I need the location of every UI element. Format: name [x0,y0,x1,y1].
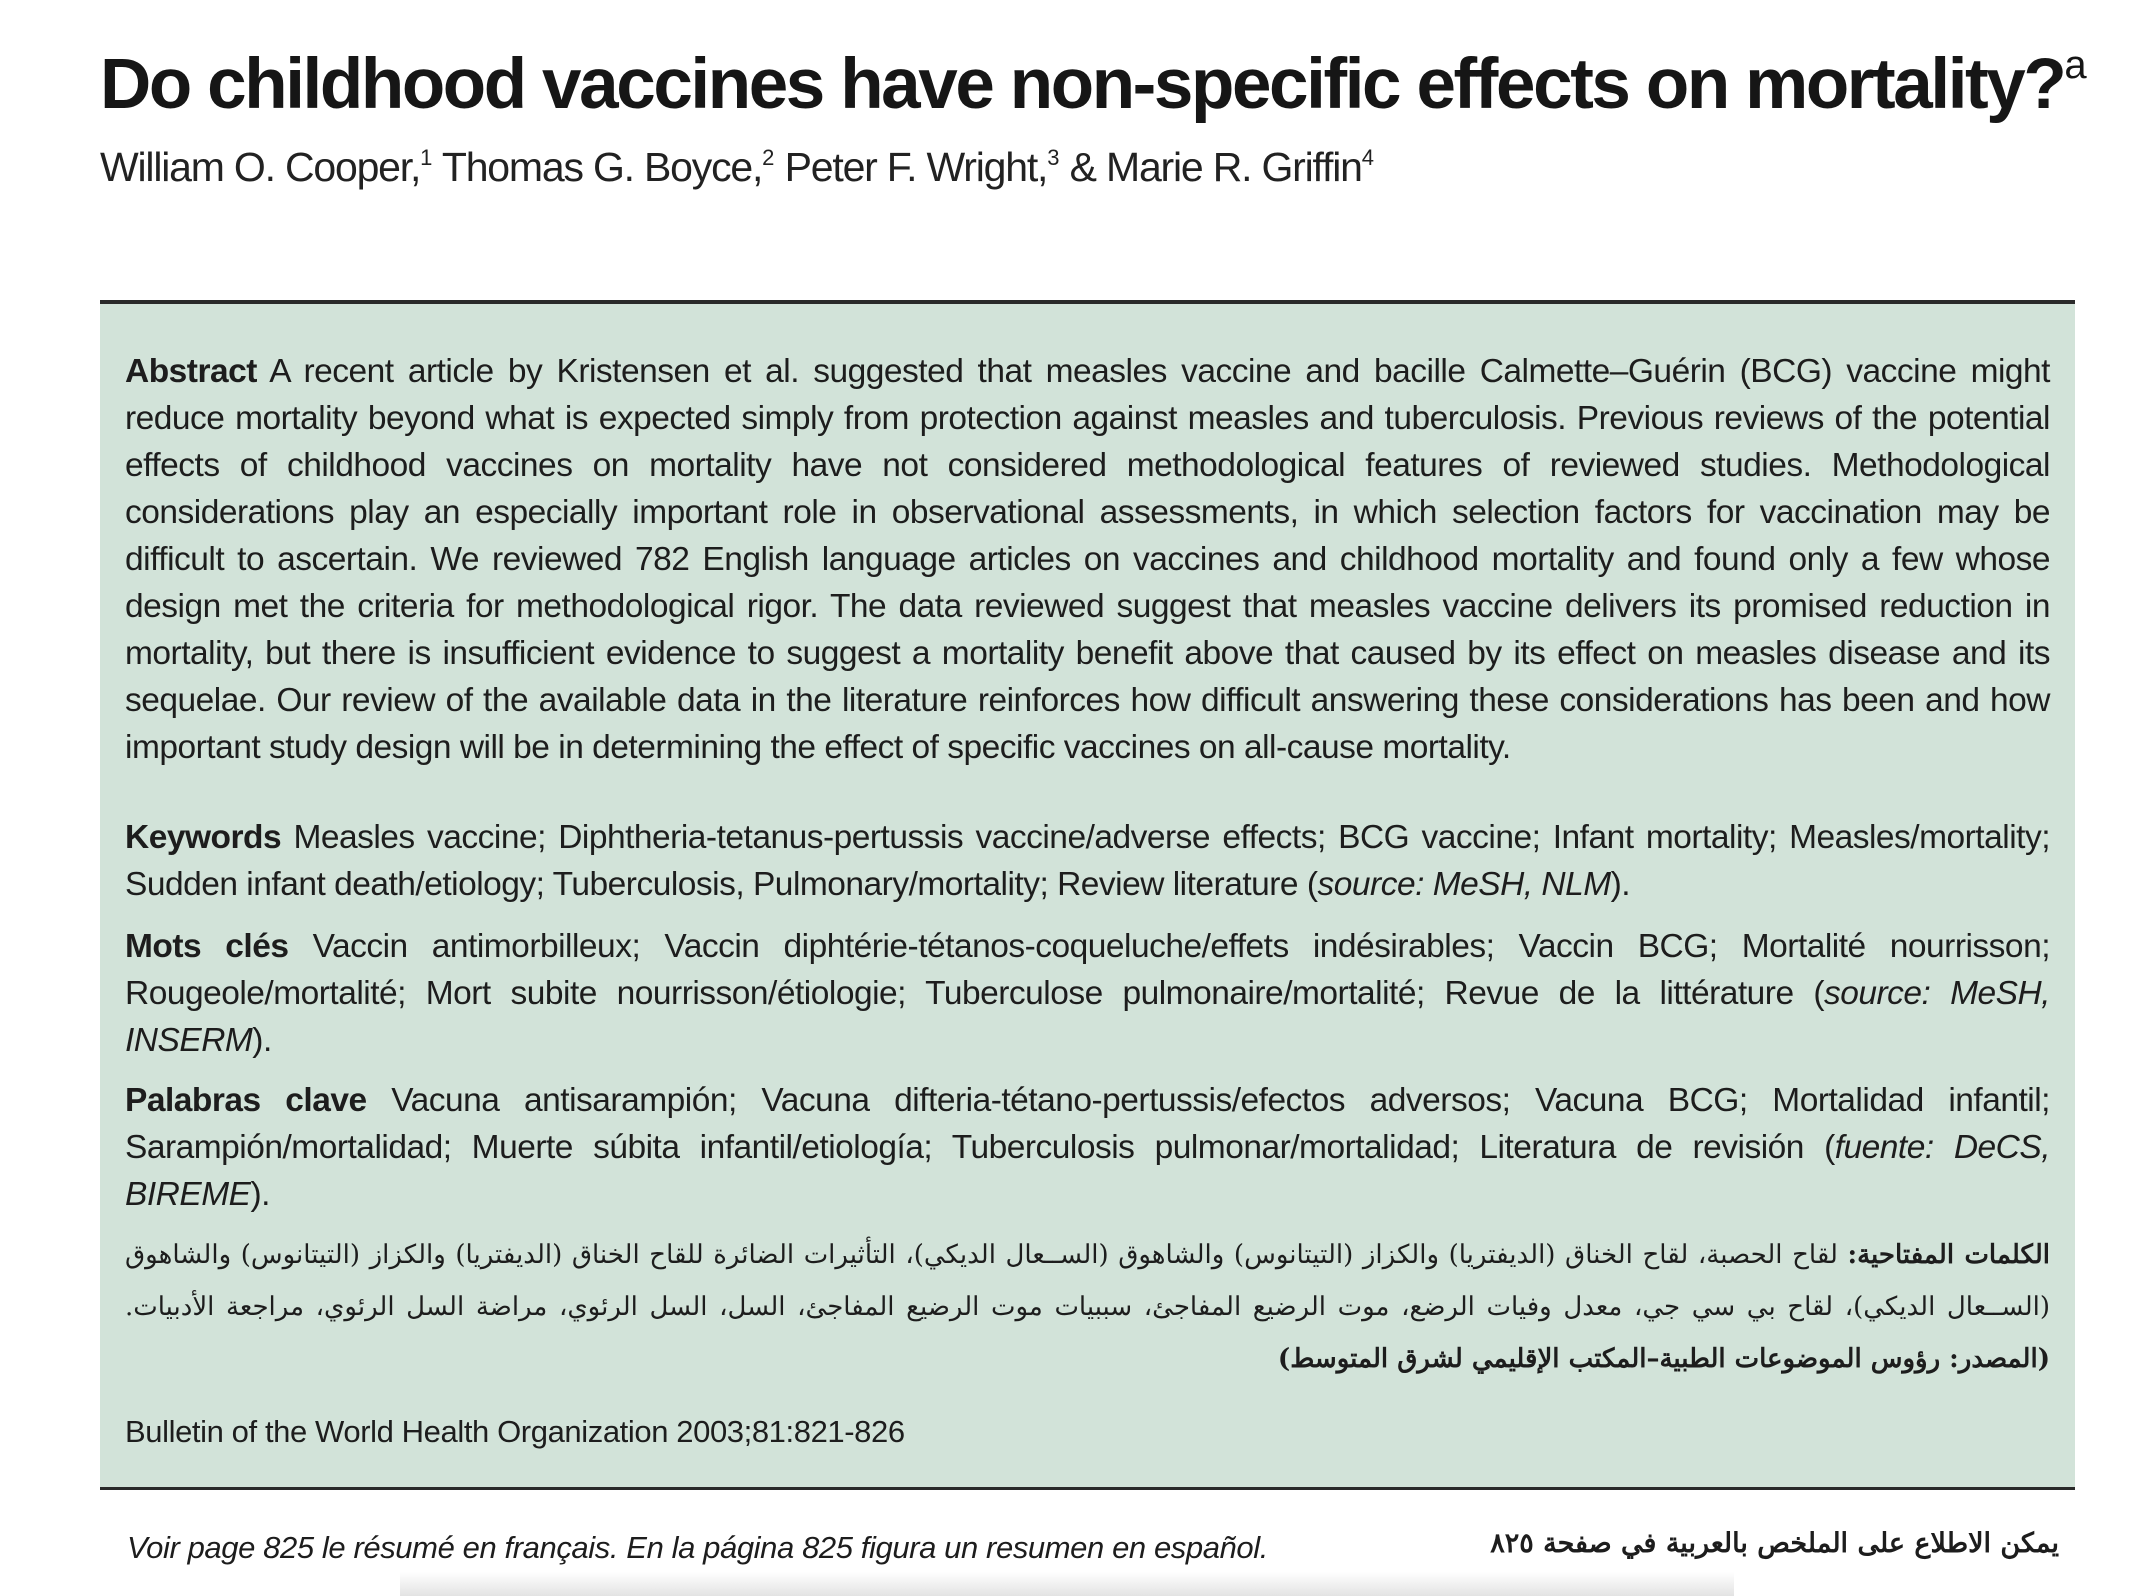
arabic-translation-note: يمكن الاطلاع على الملخص بالعربية في صفحة ٨٢٥ [1490,1528,2059,1559]
arabic-keywords-text: لقاح الحصبة، لقاح الخناق (الديفتريا) والكزاز (التيتانوس) والشاهوق (الســعال الديكي)، التأثيرات الضائرة للقاح الخناق (الديفتريا) والكزاز (التيتانوس) والشاهوق (الســعال الديكي)، لقاح بي سي جي، معدل وفيات الرضع، موت الرضيع المفاجئ، سببيات موت الرضيع المفاجئ، السل، السل الرئوي، مراضة السل الرئوي، مراجعة الأدبيات. [125,1240,2050,1322]
arabic-keywords-source: (المصدر: رؤوس الموضوعات الطبية–المكتب الإقليمي لشرق المتوسط) [1277,1344,2050,1374]
abstract-label: Abstract [125,353,257,390]
keywords-text: Measles vaccine; Diphtheria-tetanus-pertussis vaccine/adverse effects; BCG vaccine; Infant mortality; Measles/mortality; Sudden infant death/etiology; Tuberculosis, Pulmonary/mortality; Review literature ( [125,819,2050,903]
palabras-clave-end: ). [250,1176,270,1213]
keywords-source: source: MeSH, NLM [1317,866,1611,903]
mots-cles-label: Mots clés [125,928,289,965]
page-bottom-shadow [400,1572,1734,1596]
abstract-text: A recent article by Kristensen et al. suggested that measles vaccine and bacille Calmette–Guérin (BCG) vaccine might reduce mortality beyond what is expected simply from protection against measles and tuberculosis. Previous reviews of the potential effects of childhood vaccines on mortality have not considered methodological features of reviewed studies. Methodological considerations play an especially important role in observational assessments, in which selection factors for vaccination may be difficult to ascertain. We reviewed 782 English language articles on vaccines and childhood mortality and found only a few whose design met the criteria for methodological rigor. The data reviewed suggest that measles vaccine delivers its promised reduction in mortality, but there is insufficient evidence to suggest a mortality benefit above that caused by its effect on measles disease and its sequelae. Our review of the available data in the literature reinforces how difficult answering these considerations has been and how important study design will be in determining the effect of specific vaccines on all-cause mortality. [125,353,2050,766]
palabras-clave-label: Palabras clave [125,1082,367,1119]
author-affiliation-marker: 4 [1361,145,1374,170]
abstract-paragraph [125,348,2050,771]
author-name: & Marie R. Griffin [1069,144,1362,190]
keywords-arabic [125,1229,2050,1385]
author-name: Thomas G. Boyce, [441,144,763,190]
arabic-keywords-label: الكلمات المفتاحية: [1847,1240,2050,1270]
palabras-clave-source: fuente: DeCS, BIREME [125,1129,2050,1213]
author-affiliation-marker: 3 [1047,145,1060,170]
author-list [100,144,1374,191]
author-name: William O. Cooper, [100,144,421,190]
keywords-spanish [125,1077,2050,1218]
author-name: Peter F. Wright, [784,144,1048,190]
article-title-text: Do childhood vaccines have non-specific effects on mortality? [100,45,2065,124]
journal-citation: Bulletin of the World Health Organization 2003;81:821-826 [125,1414,905,1449]
author-affiliation-marker: 1 [420,145,433,170]
mots-cles-source: source: MeSH, INSERM [125,975,2050,1059]
title-footnote-marker: a [2064,43,2087,87]
keywords-label: Keywords [125,819,282,856]
mots-cles-end: ). [252,1022,272,1059]
mots-cles-text: Vaccin antimorbilleux; Vaccin diphtérie-tétanos-coqueluche/effets indésirables; Vaccin BCG; Mortalité nourrisson; Rougeole/mortalité; Mort subite nourrisson/étiologie; Tuberculose pulmonaire/mortalité; Revue de la littérature ( [125,928,2051,1012]
keywords-french [125,923,2050,1064]
abstract-panel [100,300,2075,1490]
author-affiliation-marker: 2 [762,145,775,170]
translation-note: Voir page 825 le résumé en français. En la página 825 figura un resumen en español. [127,1530,1268,1565]
keywords-english [125,814,2050,908]
keywords-end: ). [1610,866,1631,903]
article-title [100,44,2087,125]
palabras-clave-text: Vacuna antisarampión; Vacuna difteria-tétano-pertussis/efectos adversos; Vacuna BCG; Mortalidad infantil; Sarampión/mortalidad; Muerte súbita infantil/etiología; Tuberculosis pulmonar/mortalidad; Literatura de revisión ( [125,1082,2050,1166]
